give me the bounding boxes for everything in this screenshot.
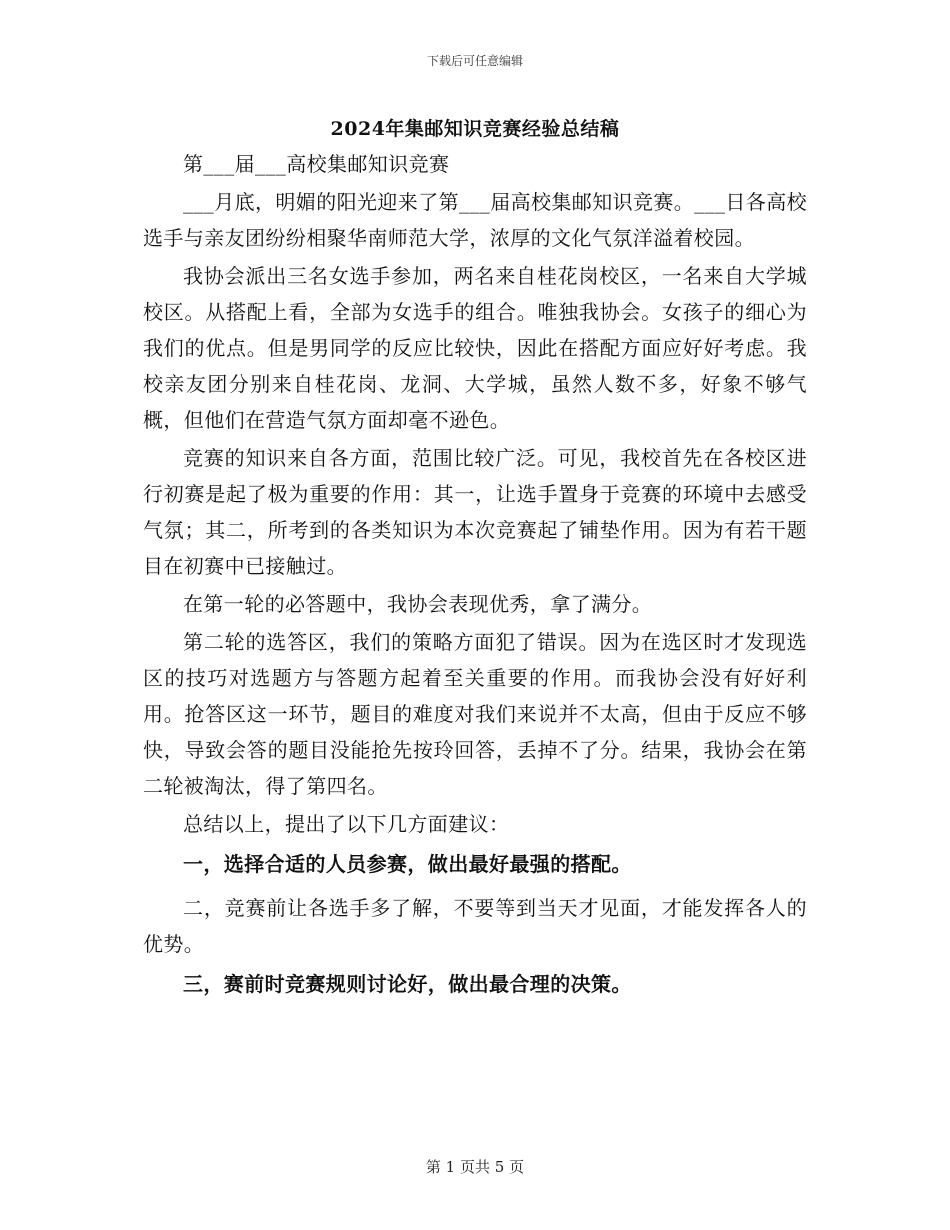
paragraph-intro: ___月底，明媚的阳光迎来了第___届高校集邮知识竞赛。___日各高校选手与亲友团纷纷相聚华南师范大学，浓厚的文化气氛洋溢着校园。	[143, 190, 807, 250]
document-body	[143, 146, 807, 1010]
paragraph-round-one: 在第一轮的必答题中，我协会表现优秀，拿了满分。	[183, 592, 653, 616]
paragraph-round-two: 第二轮的选答区，我们的策略方面犯了错误。因为在选区时才发现选区的技巧对选题方与答题方起着至关重要的作用。而我协会没有好好利用。抢答区这一环节，题目的难度对我们来说并不太高，但由于反应不够快，导致会答的题目没能抢先按玲回答，丢掉不了分。结果，我协会在第二轮被淘汰，得了第四名。	[143, 630, 807, 798]
page-footer-number: 第 1 页共 5 页	[425, 1158, 525, 1176]
document-title: 2024年集邮知识竞赛经验总结稿	[330, 118, 620, 140]
suggestion-three: 三，赛前时竞赛规则讨论好，做出最合理的决策。	[183, 972, 632, 996]
suggestion-two: 二，竞赛前让各选手多了解，不要等到当天才见面，才能发挥各人的优势。	[143, 896, 807, 956]
paragraph-team: 我协会派出三名女选手参加，两名来自桂花岗校区，一名来自大学城校区。从搭配上看，全部为女选手的组合。唯独我协会。女孩子的细心为我们的优点。但是男同学的反应比较快，因此在搭配方面应好好考虑。我校亲友团分别来自桂花岗、龙洞、大学城，虽然人数不多，好象不够气概，但他们在营造气氛方面却毫不逊色。	[143, 264, 807, 432]
paragraph-knowledge: 竞赛的知识来自各方面，范围比较广泛。可见，我校首先在各校区进行初赛是起了极为重要的作用：其一，让选手置身于竞赛的环境中去感受气氛；其二，所考到的各类知识为本次竞赛起了铺垫作用。因为有若干题目在初赛中已接触过。	[143, 446, 807, 578]
page-header-note: 下载后可任意编辑	[426, 54, 523, 68]
paragraph-summary-intro: 总结以上，提出了以下几方面建议：	[183, 812, 510, 836]
suggestion-one: 一，选择合适的人员参赛，做出最好最强的搭配。	[183, 852, 632, 876]
paragraph-competition-name: 第___届___高校集邮知识竞赛	[183, 152, 450, 176]
